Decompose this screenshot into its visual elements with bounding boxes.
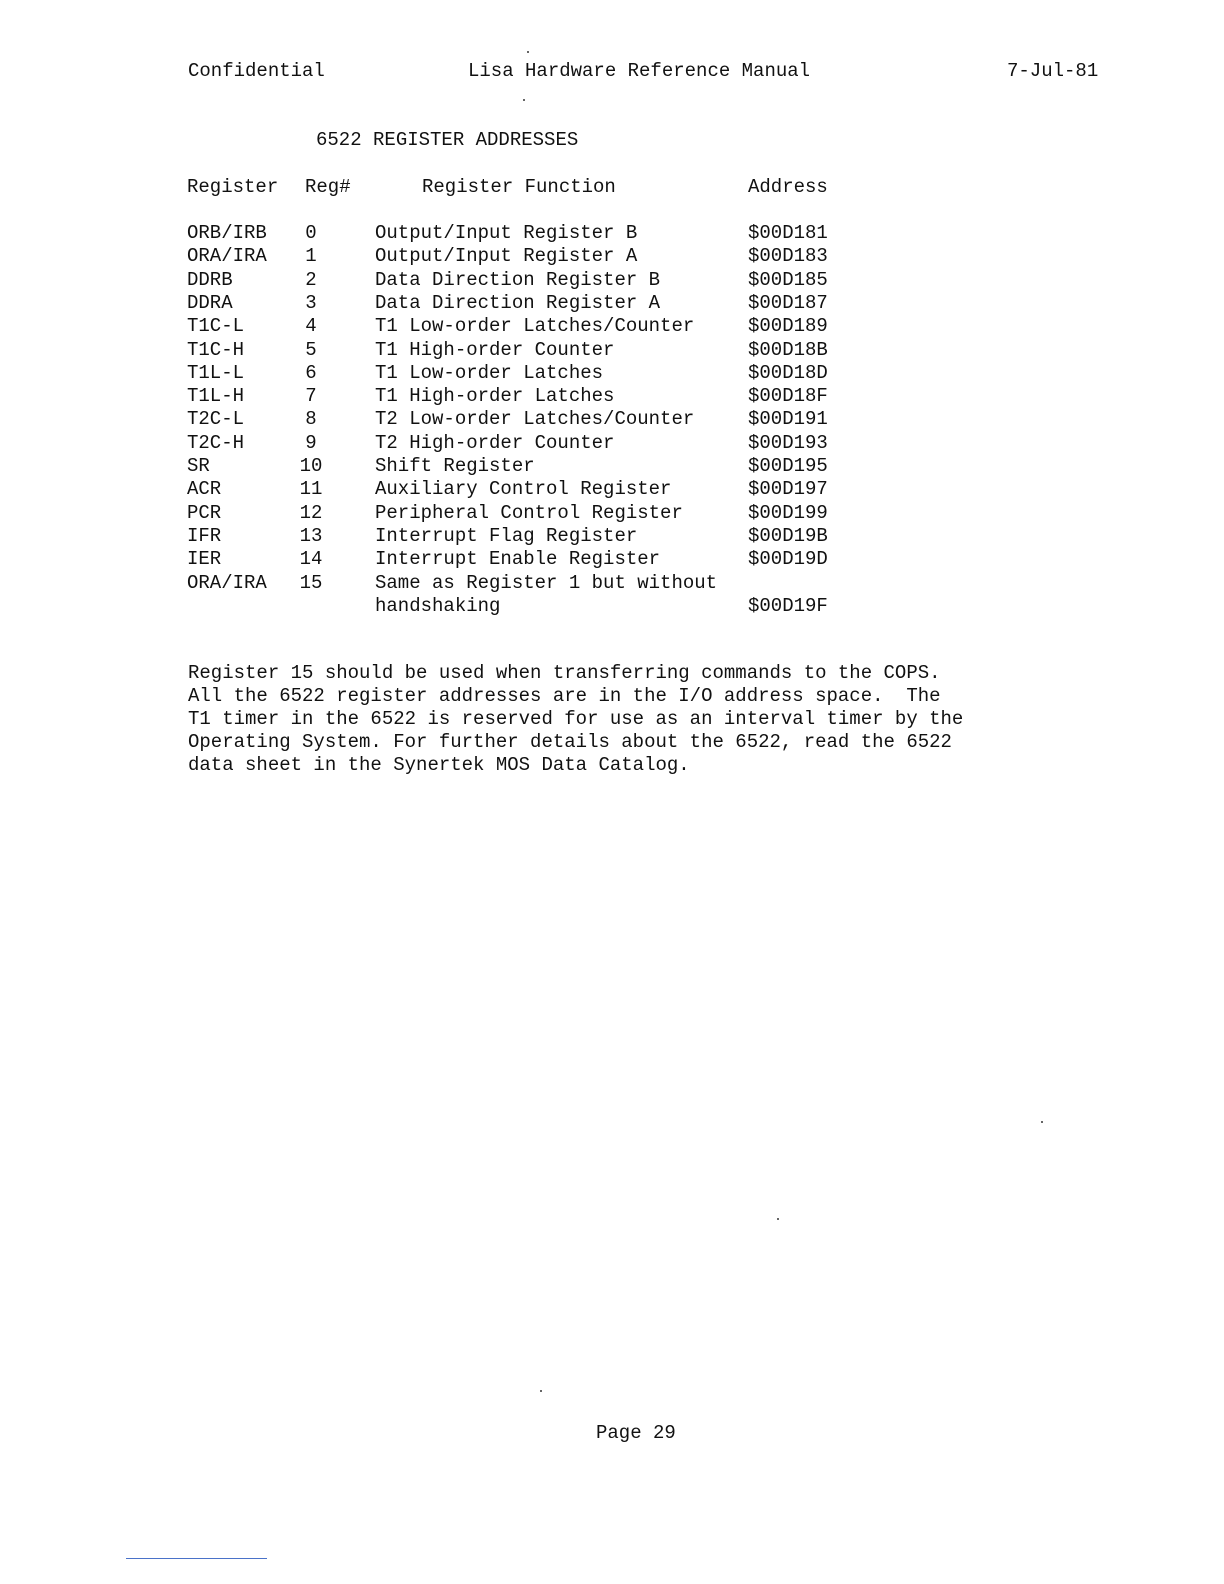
cell-address: $00D191	[748, 408, 828, 431]
table-row	[0, 408, 1224, 431]
table-row	[0, 548, 1224, 571]
table-row	[0, 455, 1224, 478]
table-row	[0, 315, 1224, 338]
cell-register: IFR	[187, 524, 222, 547]
table-row	[0, 478, 1224, 501]
cell-register: T1C-L	[187, 315, 245, 338]
body-paragraph: Register 15 should be used when transferring commands to the COPS. All the 6522 register addresses are in the I/O address space. The T1 timer in the 6522 is reserved for use as an interval timer by the Operating System. For further details about the 6522, read the 6522 data sheet in the Synertek MOS Data Catalog.	[188, 662, 964, 776]
cell-register: ORB/IRB	[187, 222, 267, 244]
table-row	[0, 292, 1224, 315]
table-row	[0, 222, 1224, 245]
cell-register: T1L-L	[187, 361, 245, 384]
cell-address: $00D199	[748, 501, 828, 524]
col-header-address: Address	[748, 176, 828, 198]
cell-function: Peripheral Control Register	[375, 501, 683, 524]
col-header-function: Register Function	[422, 176, 616, 198]
cell-reg-num: 6	[305, 361, 317, 384]
cell-function: T1 High-order Counter	[375, 338, 615, 361]
header-date: 7-Jul-81	[1007, 60, 1099, 82]
cell-function: Interrupt Flag Register	[375, 524, 638, 547]
cell-reg-num: 4	[305, 315, 317, 338]
cell-register: IER	[187, 548, 222, 571]
cell-register: T2C-L	[187, 408, 245, 431]
table-row	[0, 502, 1224, 525]
scan-speck	[777, 1218, 779, 1220]
cell-address: $00D197	[748, 478, 828, 501]
cell-register: T2C-H	[187, 431, 245, 454]
cell-reg-num: 7	[305, 385, 317, 408]
cell-function: Auxiliary Control Register	[375, 478, 672, 501]
cell-function: Output/Input Register B	[375, 222, 638, 244]
cell-function: T1 Low-order Latches	[375, 361, 604, 384]
cell-register: SR	[187, 455, 210, 477]
cell-reg-num: 0	[305, 222, 317, 244]
cell-address: $00D187	[748, 291, 828, 314]
cell-register: ACR	[187, 478, 222, 501]
cell-register: DDRA	[187, 291, 233, 314]
cell-function: T1 Low-order Latches/Counter	[375, 315, 695, 338]
cell-function: Shift Register	[375, 455, 535, 477]
table-row	[0, 269, 1224, 292]
cell-function: T1 High-order Latches	[375, 385, 615, 408]
cell-reg-num: 15	[299, 571, 323, 594]
cell-function: Interrupt Enable Register	[375, 548, 661, 571]
cell-reg-num: 9	[305, 431, 317, 454]
cell-reg-num: 11	[299, 478, 323, 501]
bottom-rule	[126, 1558, 267, 1559]
cell-reg-num: 3	[305, 291, 317, 314]
cell-reg-num: 10	[299, 455, 323, 477]
scan-speck	[1041, 1121, 1043, 1123]
cell-function: T2 High-order Counter	[375, 431, 615, 454]
cell-reg-num: 8	[305, 408, 317, 431]
cell-function: Same as Register 1 but without	[375, 571, 718, 594]
cell-reg-num: 12	[299, 501, 323, 524]
scan-speck	[523, 99, 525, 101]
cell-address: $00D189	[748, 315, 828, 338]
table-row	[0, 339, 1224, 362]
cell-reg-num: 1	[305, 245, 317, 268]
cell-address: $00D18F	[748, 385, 828, 408]
cell-register: DDRB	[187, 268, 233, 291]
cell-address: $00D19B	[748, 524, 828, 547]
cell-register: ORA/IRA	[187, 571, 267, 594]
cell-register: T1L-H	[187, 385, 245, 408]
cell-address: $00D18B	[748, 338, 828, 361]
cell-function: handshaking	[375, 594, 501, 617]
cell-function: Data Direction Register B	[375, 268, 661, 291]
cell-register: ORA/IRA	[187, 245, 267, 268]
cell-address: $00D193	[748, 431, 828, 454]
cell-register: PCR	[187, 501, 222, 524]
scan-speck	[527, 51, 529, 53]
cell-address: $00D18D	[748, 361, 828, 384]
cell-reg-num: 14	[299, 548, 323, 571]
header-confidential: Confidential	[188, 60, 325, 82]
cell-reg-num: 5	[305, 338, 317, 361]
header-title: Lisa Hardware Reference Manual	[468, 60, 811, 82]
cell-reg-num: 2	[305, 268, 317, 291]
cell-reg-num: 13	[299, 524, 323, 547]
table-row	[0, 595, 1224, 618]
cell-address: $00D195	[748, 455, 828, 477]
table-row	[0, 362, 1224, 385]
cell-function: T2 Low-order Latches/Counter	[375, 408, 695, 431]
cell-register: T1C-H	[187, 338, 245, 361]
cell-address: $00D19F	[748, 594, 828, 617]
table-row	[0, 572, 1224, 595]
table-title: 6522 REGISTER ADDRESSES	[316, 129, 579, 151]
table-row	[0, 385, 1224, 408]
page-number: Page 29	[596, 1422, 676, 1444]
col-header-reg-num: Reg#	[305, 176, 351, 198]
cell-function: Data Direction Register A	[375, 291, 661, 314]
col-header-register: Register	[187, 176, 279, 198]
table-row	[0, 525, 1224, 548]
table-row	[0, 245, 1224, 268]
scan-speck	[540, 1390, 542, 1392]
cell-address: $00D183	[748, 245, 828, 268]
cell-address: $00D181	[748, 222, 828, 244]
cell-function: Output/Input Register A	[375, 245, 638, 268]
table-row	[0, 432, 1224, 455]
cell-address: $00D185	[748, 268, 828, 291]
cell-address: $00D19D	[748, 548, 828, 571]
